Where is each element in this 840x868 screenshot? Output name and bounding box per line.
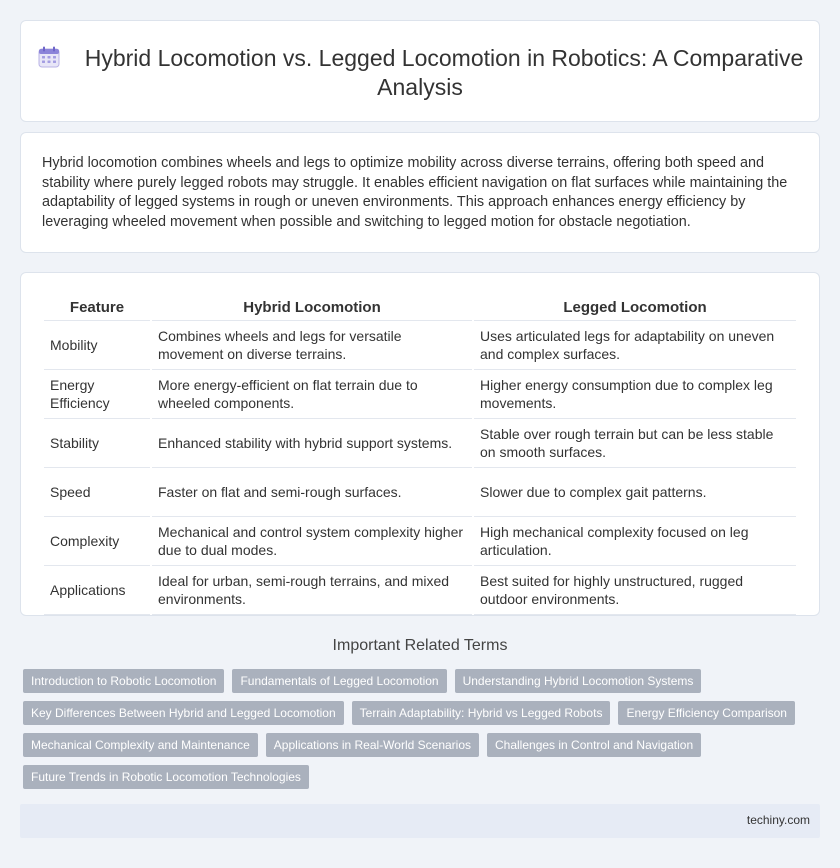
legged-cell: Uses articulated legs for adaptability on uneven and complex surfaces. — [474, 321, 796, 370]
related-term-link[interactable]: Understanding Hybrid Locomotion Systems — [455, 669, 702, 693]
header-feature: Feature — [44, 295, 150, 321]
table-row — [44, 370, 796, 419]
related-term-link[interactable]: Energy Efficiency Comparison — [618, 701, 795, 725]
hybrid-cell: More energy-efficient on flat terrain due to wheeled components. — [152, 370, 472, 419]
calendar-icon — [37, 45, 61, 69]
page-title — [21, 44, 819, 102]
table-row — [44, 517, 796, 566]
hybrid-cell: Faster on flat and semi-rough surfaces. — [152, 468, 472, 517]
related-term-link[interactable]: Future Trends in Robotic Locomotion Technologies — [23, 765, 309, 789]
related-term-link[interactable]: Fundamentals of Legged Locomotion — [232, 669, 446, 693]
intro-paragraph: Hybrid locomotion combines wheels and legs to optimize mobility across diverse terrains, offering both speed and stability where purely legged robots may struggle. It enables efficient navigation on flat surfaces while maintaining the adaptability of legged systems in rough or uneven environments. This approach enhances energy efficiency by leveraging wheeled movement when possible and switching to legged motion for obstacle negotiation. — [42, 155, 788, 230]
table-row — [44, 566, 796, 615]
related-term-link[interactable]: Applications in Real-World Scenarios — [266, 733, 479, 757]
legged-cell: Best suited for highly unstructured, rugged outdoor environments. — [474, 566, 796, 615]
hybrid-cell: Mechanical and control system complexity higher due to dual modes. — [152, 517, 472, 566]
related-terms-list — [23, 669, 813, 789]
table-row — [44, 321, 796, 370]
legged-cell: High mechanical complexity focused on leg articulation. — [474, 517, 796, 566]
comparison-card — [20, 272, 820, 616]
table-header-row — [44, 295, 796, 321]
feature-cell: Energy Efficiency — [44, 370, 150, 419]
related-term-link[interactable]: Introduction to Robotic Locomotion — [23, 669, 224, 693]
feature-cell: Complexity — [44, 517, 150, 566]
legged-cell: Stable over rough terrain but can be less stable on smooth surfaces. — [474, 419, 796, 468]
related-term-link[interactable]: Challenges in Control and Navigation — [487, 733, 701, 757]
feature-cell: Stability — [44, 419, 150, 468]
header-hybrid: Hybrid Locomotion — [152, 295, 472, 321]
footer — [20, 804, 820, 838]
intro-card — [20, 132, 820, 253]
comparison-table — [42, 295, 798, 615]
header — [21, 44, 819, 102]
related-terms-title: Important Related Terms — [332, 637, 508, 654]
hybrid-cell: Combines wheels and legs for versatile movement on diverse terrains. — [152, 321, 472, 370]
header-legged: Legged Locomotion — [474, 295, 796, 321]
related-term-link[interactable]: Terrain Adaptability: Hybrid vs Legged Robots — [352, 701, 611, 725]
legged-cell: Higher energy consumption due to complex leg movements. — [474, 370, 796, 419]
feature-cell: Applications — [44, 566, 150, 615]
footer-site-name: techiny.com — [746, 813, 810, 827]
legged-cell: Slower due to complex gait patterns. — [474, 468, 796, 517]
hybrid-cell: Enhanced stability with hybrid support systems. — [152, 419, 472, 468]
page-title-text: Hybrid Locomotion vs. Legged Locomotion in Robotics: A Comparative Analysis — [84, 45, 804, 100]
table-row — [44, 468, 796, 517]
related-term-link[interactable]: Mechanical Complexity and Maintenance — [23, 733, 258, 757]
related-term-link[interactable]: Key Differences Between Hybrid and Legged Locomotion — [23, 701, 344, 725]
table-row — [44, 419, 796, 468]
feature-cell: Speed — [44, 468, 150, 517]
feature-cell: Mobility — [44, 321, 150, 370]
hybrid-cell: Ideal for urban, semi-rough terrains, and mixed environments. — [152, 566, 472, 615]
header-card — [20, 20, 820, 122]
